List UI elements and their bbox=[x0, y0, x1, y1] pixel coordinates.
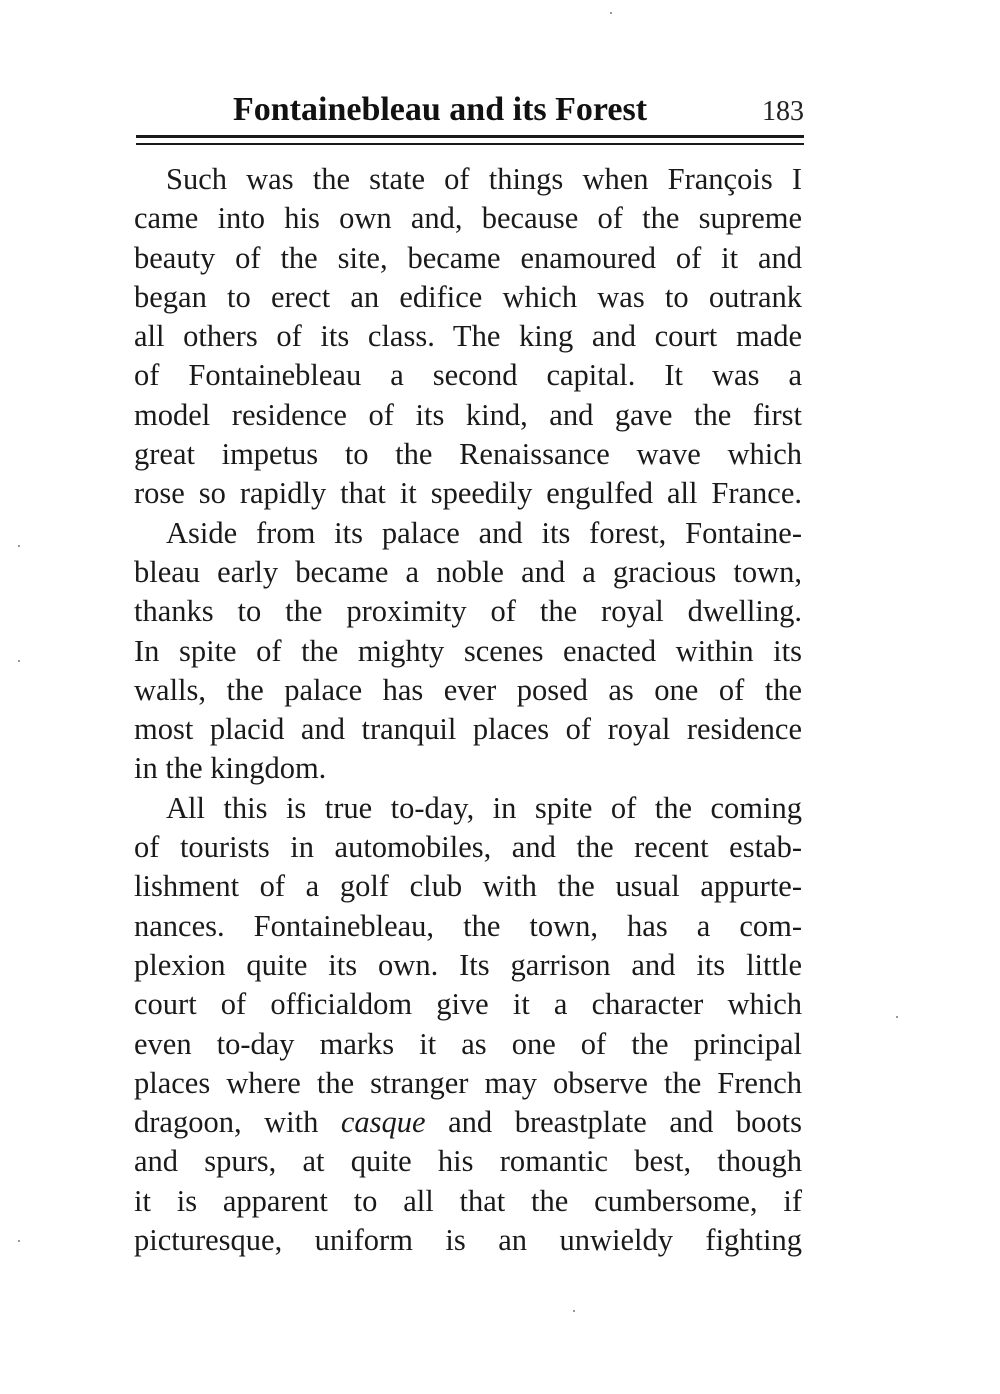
text-line: rose so rapidly that it speedily engulfed all France. bbox=[134, 476, 802, 511]
text-line: came into his own and, because of the supreme bbox=[134, 201, 802, 236]
page-header bbox=[136, 88, 804, 134]
running-title: Fontainebleau and its Forest bbox=[233, 91, 648, 128]
text-line: of tourists in automobiles, and the recent estab- bbox=[134, 830, 802, 865]
text-line: model residence of its kind, and gave the first bbox=[134, 397, 802, 432]
text-line: lishment of a golf club with the usual appurte- bbox=[134, 869, 802, 904]
paragraph-1 bbox=[134, 160, 802, 514]
text-line: began to erect an edifice which was to outrank bbox=[134, 279, 802, 314]
text-line: court of officialdom give it a character which bbox=[134, 987, 802, 1022]
text-line: nances. Fontainebleau, the town, has a com- bbox=[134, 908, 802, 943]
scan-speck bbox=[896, 1016, 898, 1018]
text-line: even to-day marks it as one of the principal bbox=[134, 1026, 802, 1061]
scan-speck bbox=[18, 1240, 20, 1242]
text-line: thanks to the proximity of the royal dwelling. bbox=[134, 594, 802, 629]
text-line: and spurs, at quite his romantic best, though bbox=[134, 1144, 802, 1179]
text-line-casque bbox=[134, 1103, 802, 1142]
header-rule-thin bbox=[136, 143, 804, 145]
page-number: 183 bbox=[762, 96, 804, 127]
text-line: of Fontainebleau a second capital. It was a bbox=[134, 358, 802, 393]
paragraph-2 bbox=[134, 514, 802, 789]
italic-word-casque: casque bbox=[340, 1105, 426, 1140]
text-line: great impetus to the Renaissance wave which bbox=[134, 437, 802, 472]
text-line: beauty of the site, became enamoured of it and bbox=[134, 240, 802, 275]
text-line: Such was the state of things when François I bbox=[166, 162, 802, 196]
text-line: it is apparent to all that the cumbersome, if bbox=[134, 1183, 802, 1218]
paragraph-3 bbox=[134, 789, 802, 1261]
scan-speck bbox=[18, 660, 20, 662]
text-line: all others of its class. The king and court made bbox=[134, 319, 802, 354]
text-line: most placid and tranquil places of royal residence bbox=[134, 712, 802, 747]
header-rule-thick bbox=[136, 135, 804, 138]
text-line: plexion quite its own. Its garrison and its little bbox=[134, 947, 802, 982]
text-line: bleau early became a noble and a gracious town, bbox=[134, 554, 802, 589]
text-line: places where the stranger may observe the French bbox=[134, 1065, 802, 1100]
text-line: All this is true to-day, in spite of the coming bbox=[166, 790, 802, 825]
text-fragment: and breastplate and boots bbox=[425, 1105, 802, 1140]
scan-speck bbox=[610, 12, 612, 14]
text-line: Aside from its palace and its forest, Fontaine- bbox=[166, 515, 802, 550]
text-line: in the kingdom. bbox=[134, 751, 327, 786]
scan-speck bbox=[18, 545, 20, 547]
scan-speck bbox=[573, 1310, 575, 1312]
text-fragment: dragoon, with bbox=[134, 1105, 341, 1140]
text-line: picturesque, uniform is an unwieldy fighting bbox=[134, 1223, 802, 1258]
text-line: In spite of the mighty scenes enacted within its bbox=[134, 633, 802, 668]
text-line: walls, the palace has ever posed as one of the bbox=[134, 672, 802, 707]
body-text bbox=[134, 160, 802, 1260]
